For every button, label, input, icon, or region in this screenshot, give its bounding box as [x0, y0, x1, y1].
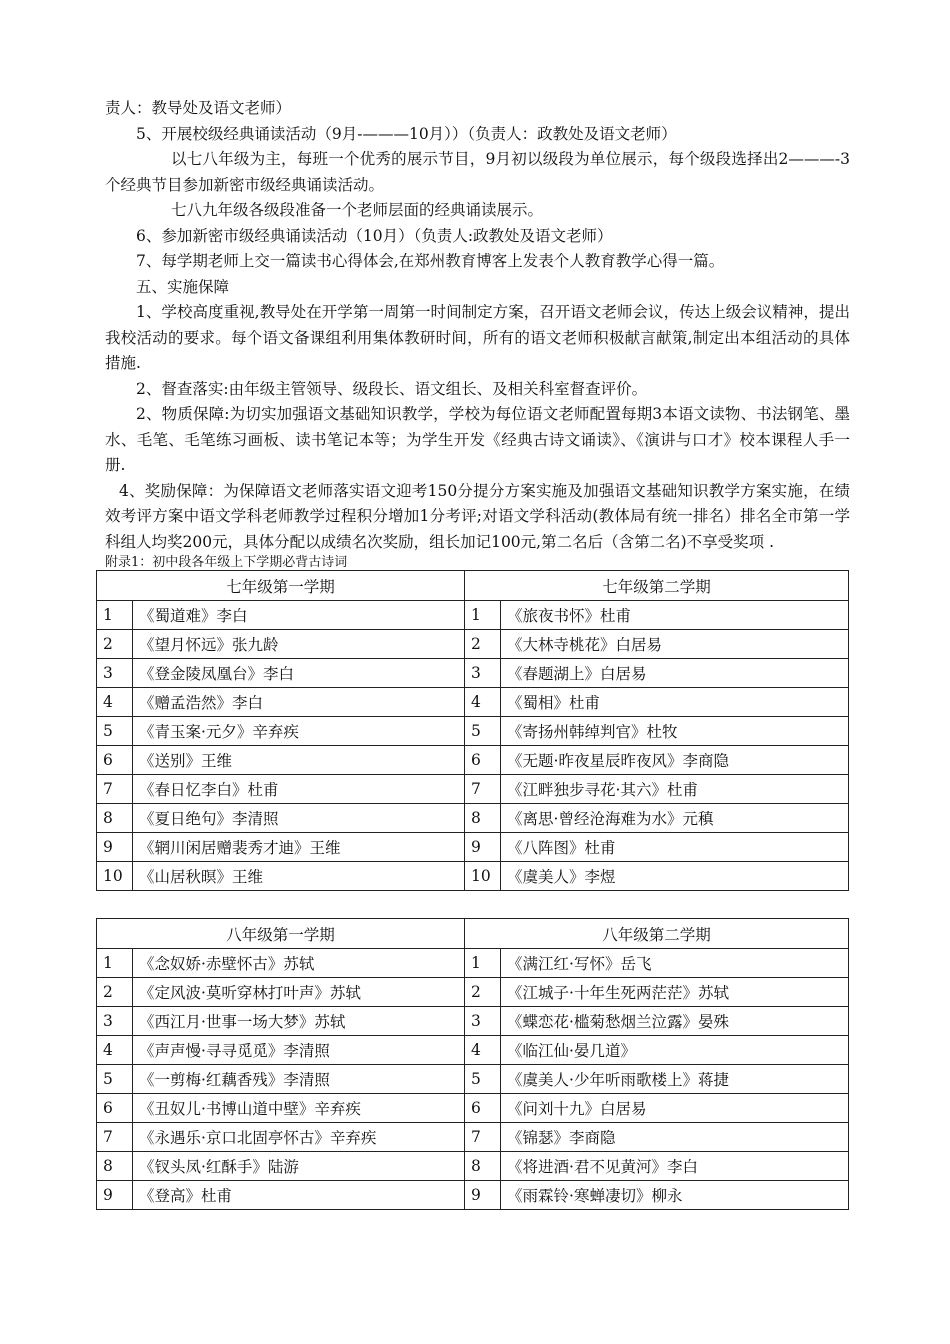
paragraph: 4、奖励保障：为保障语文老师落实语文迎考150分提分方案实施及加强语文基础知识教学方案实施，在绩效考评方案中语文学科老师教学过程积分增加1分考评;对语文学科活动(教体局有统一排名）排名全市第一学科组人均奖200元，具体分配以成绩名次奖励，组长加记100元,第二名后（含第二名)不享受奖项 .	[105, 481, 850, 551]
row-number: 4	[97, 1036, 133, 1065]
row-number: 6	[97, 746, 133, 775]
poem-cell: 《山居秋暝》王维	[133, 862, 465, 891]
poem-cell: 《定风波·莫听穿林打叶声》苏轼	[133, 978, 465, 1007]
poem-cell: 《江城子·十年生死两茫茫》苏轼	[501, 978, 849, 1007]
row-number: 8	[465, 804, 501, 833]
poem-cell: 《离思·曾经沧海难为水》元稹	[501, 804, 849, 833]
poem-cell: 《夏日绝句》李清照	[133, 804, 465, 833]
table-row	[97, 630, 849, 659]
poem-cell: 《登金陵凤凰台》李白	[133, 659, 465, 688]
table-row	[97, 1181, 849, 1210]
poem-cell: 《蜀相》杜甫	[501, 688, 849, 717]
grade7-poem-table	[96, 570, 849, 891]
row-number: 1	[97, 949, 133, 978]
section-heading: 五、实施保障	[136, 277, 230, 296]
poem-cell: 《一剪梅·红藕香残》李清照	[133, 1065, 465, 1094]
table-row	[97, 804, 849, 833]
paragraph: 以七八年级为主，每班一个优秀的展示节目，9月初以级段为单位展示，每个级段选择出2———-3个经典节目参加新密市级经典诵读活动。	[105, 150, 850, 194]
row-number: 10	[97, 862, 133, 891]
table-header-row	[97, 571, 849, 601]
row-number: 4	[97, 688, 133, 717]
row-number: 8	[465, 1152, 501, 1181]
table-header-row	[97, 919, 849, 949]
row-number: 7	[97, 775, 133, 804]
poem-cell: 《赠孟浩然》李白	[133, 688, 465, 717]
row-number: 5	[97, 717, 133, 746]
table-row	[97, 1152, 849, 1181]
table-row	[97, 717, 849, 746]
row-number: 3	[97, 659, 133, 688]
table-row	[97, 601, 849, 630]
poem-cell: 《问刘十九》白居易	[501, 1094, 849, 1123]
table-row	[97, 1007, 849, 1036]
table-row	[97, 1123, 849, 1152]
row-number: 2	[97, 978, 133, 1007]
row-number: 5	[465, 1065, 501, 1094]
row-number: 2	[97, 630, 133, 659]
poem-cell: 《声声慢·寻寻觅觅》李清照	[133, 1036, 465, 1065]
poem-cell: 《辋川闲居赠裴秀才迪》王维	[133, 833, 465, 862]
row-number: 9	[465, 1181, 501, 1210]
paragraph: 1、学校高度重视,教导处在开学第一周第一时间制定方案，召开语文老师会议，传达上级会议精神，提出我校活动的要求。每个语文备课组利用集体教研时间，所有的语文老师积极献言献策,制定出本组活动的具体措施.	[105, 303, 850, 372]
paragraph: 责人：教导处及语文老师）	[105, 99, 292, 117]
table-row	[97, 862, 849, 891]
paragraph: 6、参加新密市级经典诵读活动（10月）（负责人:政教处及语文老师）	[136, 226, 613, 245]
paragraph: 2、督查落实:由年级主管领导、级段长、语文组长、及相关科室督查评价。	[136, 379, 648, 398]
row-number: 8	[97, 804, 133, 833]
poem-cell: 《虞美人》李煜	[501, 862, 849, 891]
row-number: 1	[465, 601, 501, 630]
poem-cell: 《无题·昨夜星辰昨夜风》李商隐	[501, 746, 849, 775]
poem-cell: 《青玉案·元夕》辛弃疾	[133, 717, 465, 746]
row-number: 5	[465, 717, 501, 746]
poem-cell: 《雨霖铃·寒蝉凄切》柳永	[501, 1181, 849, 1210]
column-header: 七年级第一学期	[97, 571, 465, 601]
row-number: 2	[465, 630, 501, 659]
table-row	[97, 746, 849, 775]
poem-cell: 《寄扬州韩绰判官》杜牧	[501, 717, 849, 746]
poem-cell: 《西江月·世事一场大梦》苏轼	[133, 1007, 465, 1036]
grade8-poem-table	[96, 918, 849, 1210]
table-row	[97, 1094, 849, 1123]
row-number: 9	[465, 833, 501, 862]
row-number: 1	[465, 949, 501, 978]
table-row	[97, 949, 849, 978]
row-number: 1	[97, 601, 133, 630]
poem-cell: 《丑奴儿·书博山道中壁》辛弃疾	[133, 1094, 465, 1123]
table-row	[97, 833, 849, 862]
poem-cell: 《满江红·写怀》岳飞	[501, 949, 849, 978]
poem-cell: 《望月怀远》张九龄	[133, 630, 465, 659]
table-row	[97, 688, 849, 717]
poem-cell: 《将进酒·君不见黄河》李白	[501, 1152, 849, 1181]
row-number: 7	[97, 1123, 133, 1152]
paragraph: 5、开展校级经典诵读活动（9月-———10月））（负责人：政教处及语文老师）	[136, 124, 677, 143]
poem-cell: 《钗头凤·红酥手》陆游	[133, 1152, 465, 1181]
poem-cell: 《蝶恋花·槛菊愁烟兰泣露》晏殊	[501, 1007, 849, 1036]
row-number: 9	[97, 1181, 133, 1210]
column-header: 八年级第一学期	[97, 919, 465, 949]
row-number: 3	[97, 1007, 133, 1036]
row-number: 7	[465, 1123, 501, 1152]
row-number: 8	[97, 1152, 133, 1181]
document-body	[105, 96, 850, 1210]
table-row	[97, 659, 849, 688]
poem-cell: 《八阵图》杜甫	[501, 833, 849, 862]
row-number: 5	[97, 1065, 133, 1094]
grade7-rows	[97, 601, 849, 891]
poem-cell: 《虞美人·少年听雨歌楼上》蒋捷	[501, 1065, 849, 1094]
table-row	[97, 978, 849, 1007]
appendix-title: 附录1：初中段各年级上下学期必背古诗词	[105, 555, 348, 570]
column-header: 七年级第二学期	[465, 571, 849, 601]
poem-cell: 《春题湖上》白居易	[501, 659, 849, 688]
poem-cell: 《蜀道难》李白	[133, 601, 465, 630]
row-number: 6	[465, 746, 501, 775]
row-number: 3	[465, 659, 501, 688]
poem-cell: 《临江仙·晏几道》	[501, 1036, 849, 1065]
paragraph: 7、每学期老师上交一篇读书心得体会,在郑州教育博客上发表个人教育教学心得一篇。	[136, 252, 725, 270]
grade8-rows	[97, 949, 849, 1210]
row-number: 6	[97, 1094, 133, 1123]
poem-cell: 《登高》杜甫	[133, 1181, 465, 1210]
row-number: 9	[97, 833, 133, 862]
poem-cell: 《念奴娇·赤壁怀古》苏轼	[133, 949, 465, 978]
table-row	[97, 1036, 849, 1065]
row-number: 7	[465, 775, 501, 804]
poem-cell: 《春日忆李白》杜甫	[133, 775, 465, 804]
table-row	[97, 775, 849, 804]
poem-cell: 《锦瑟》李商隐	[501, 1123, 849, 1152]
poem-cell: 《大林寺桃花》白居易	[501, 630, 849, 659]
poem-cell: 《送别》王维	[133, 746, 465, 775]
table-row	[97, 1065, 849, 1094]
row-number: 6	[465, 1094, 501, 1123]
poem-cell: 《江畔独步寻花·其六》杜甫	[501, 775, 849, 804]
row-number: 10	[465, 862, 501, 891]
row-number: 4	[465, 688, 501, 717]
paragraph: 2、物质保障:为切实加强语文基础知识教学，学校为每位语文老师配置每期3本语文读物、书法钢笔、墨水、毛笔、毛笔练习画板、读书笔记本等；为学生开发《经典古诗文诵读》、《演讲与口才》校本课程人手一册.	[105, 405, 850, 474]
column-header: 八年级第二学期	[465, 919, 849, 949]
row-number: 4	[465, 1036, 501, 1065]
poem-cell: 《永遇乐·京口北固亭怀古》辛弃疾	[133, 1123, 465, 1152]
row-number: 2	[465, 978, 501, 1007]
row-number: 3	[465, 1007, 501, 1036]
paragraph: 七八九年级各级段准备一个老师层面的经典诵读展示。	[171, 201, 544, 219]
poem-cell: 《旅夜书怀》杜甫	[501, 601, 849, 630]
